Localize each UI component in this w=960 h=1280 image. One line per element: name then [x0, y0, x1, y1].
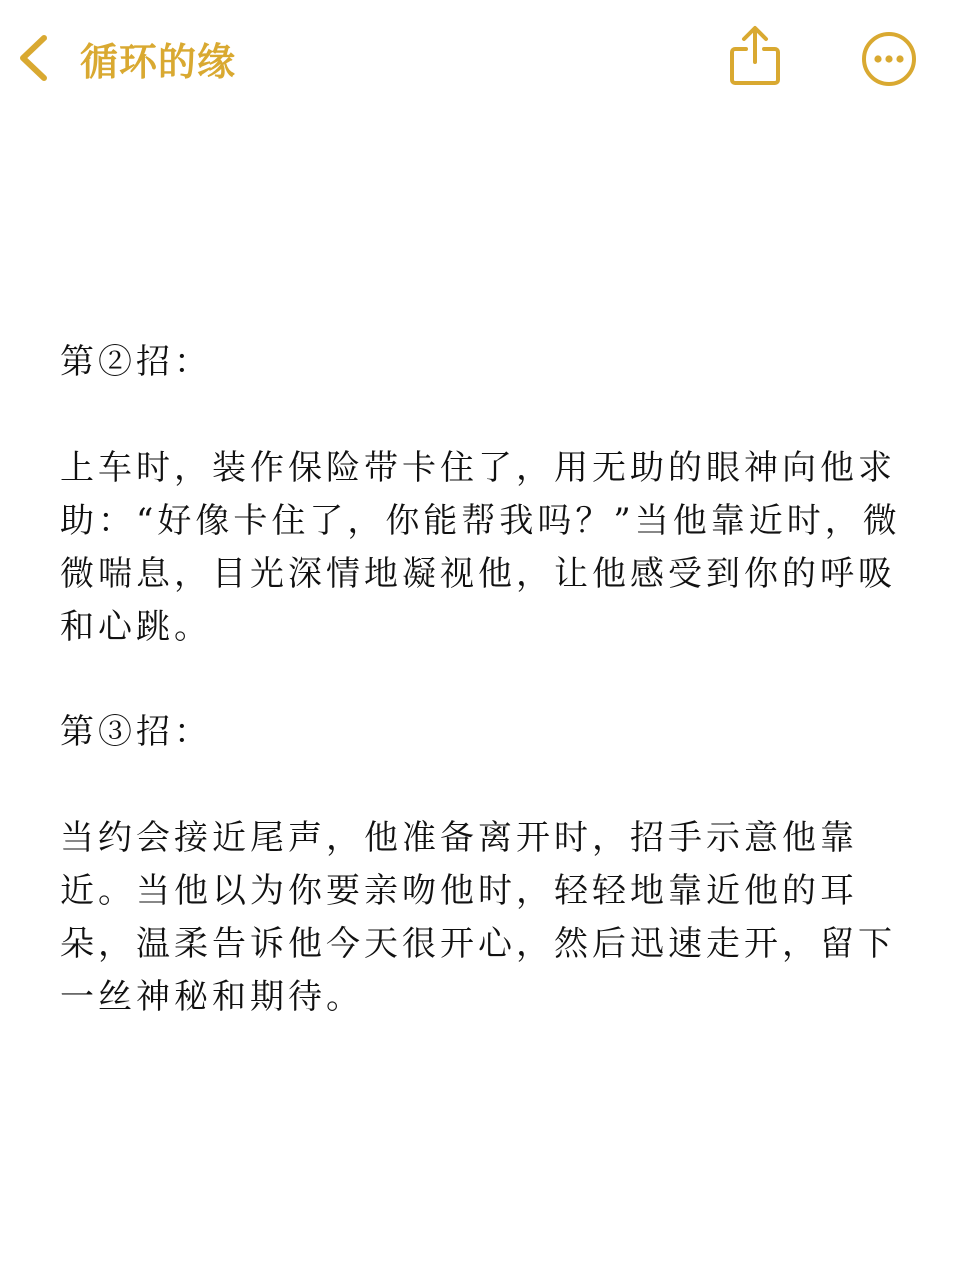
chevron-left-icon	[14, 32, 50, 84]
back-button[interactable]	[14, 28, 236, 88]
navigation-bar	[0, 0, 960, 115]
section-heading: 第③招：	[60, 712, 212, 752]
share-icon	[726, 24, 784, 88]
section-paragraph: 上车时，装作保险带卡住了，用无助的眼神向他求助：“好像卡住了，你能帮我吗？”当他靠近时，微微喘息，目光深情地凝视他，让他感受到你的呼吸和心跳。	[60, 448, 901, 647]
section-paragraph: 当约会接近尾声，他准备离开时，招手示意他靠近。当他以为你要亲吻他时，轻轻地靠近他的耳朵，温柔告诉他今天很开心，然后迅速走开，留下一丝神秘和期待。	[60, 818, 896, 1017]
section-heading: 第②招：	[60, 342, 212, 382]
share-button[interactable]	[726, 24, 784, 88]
more-icon	[860, 30, 918, 88]
more-options-button[interactable]	[860, 30, 918, 88]
back-button-label: 循环的缘	[80, 39, 237, 84]
